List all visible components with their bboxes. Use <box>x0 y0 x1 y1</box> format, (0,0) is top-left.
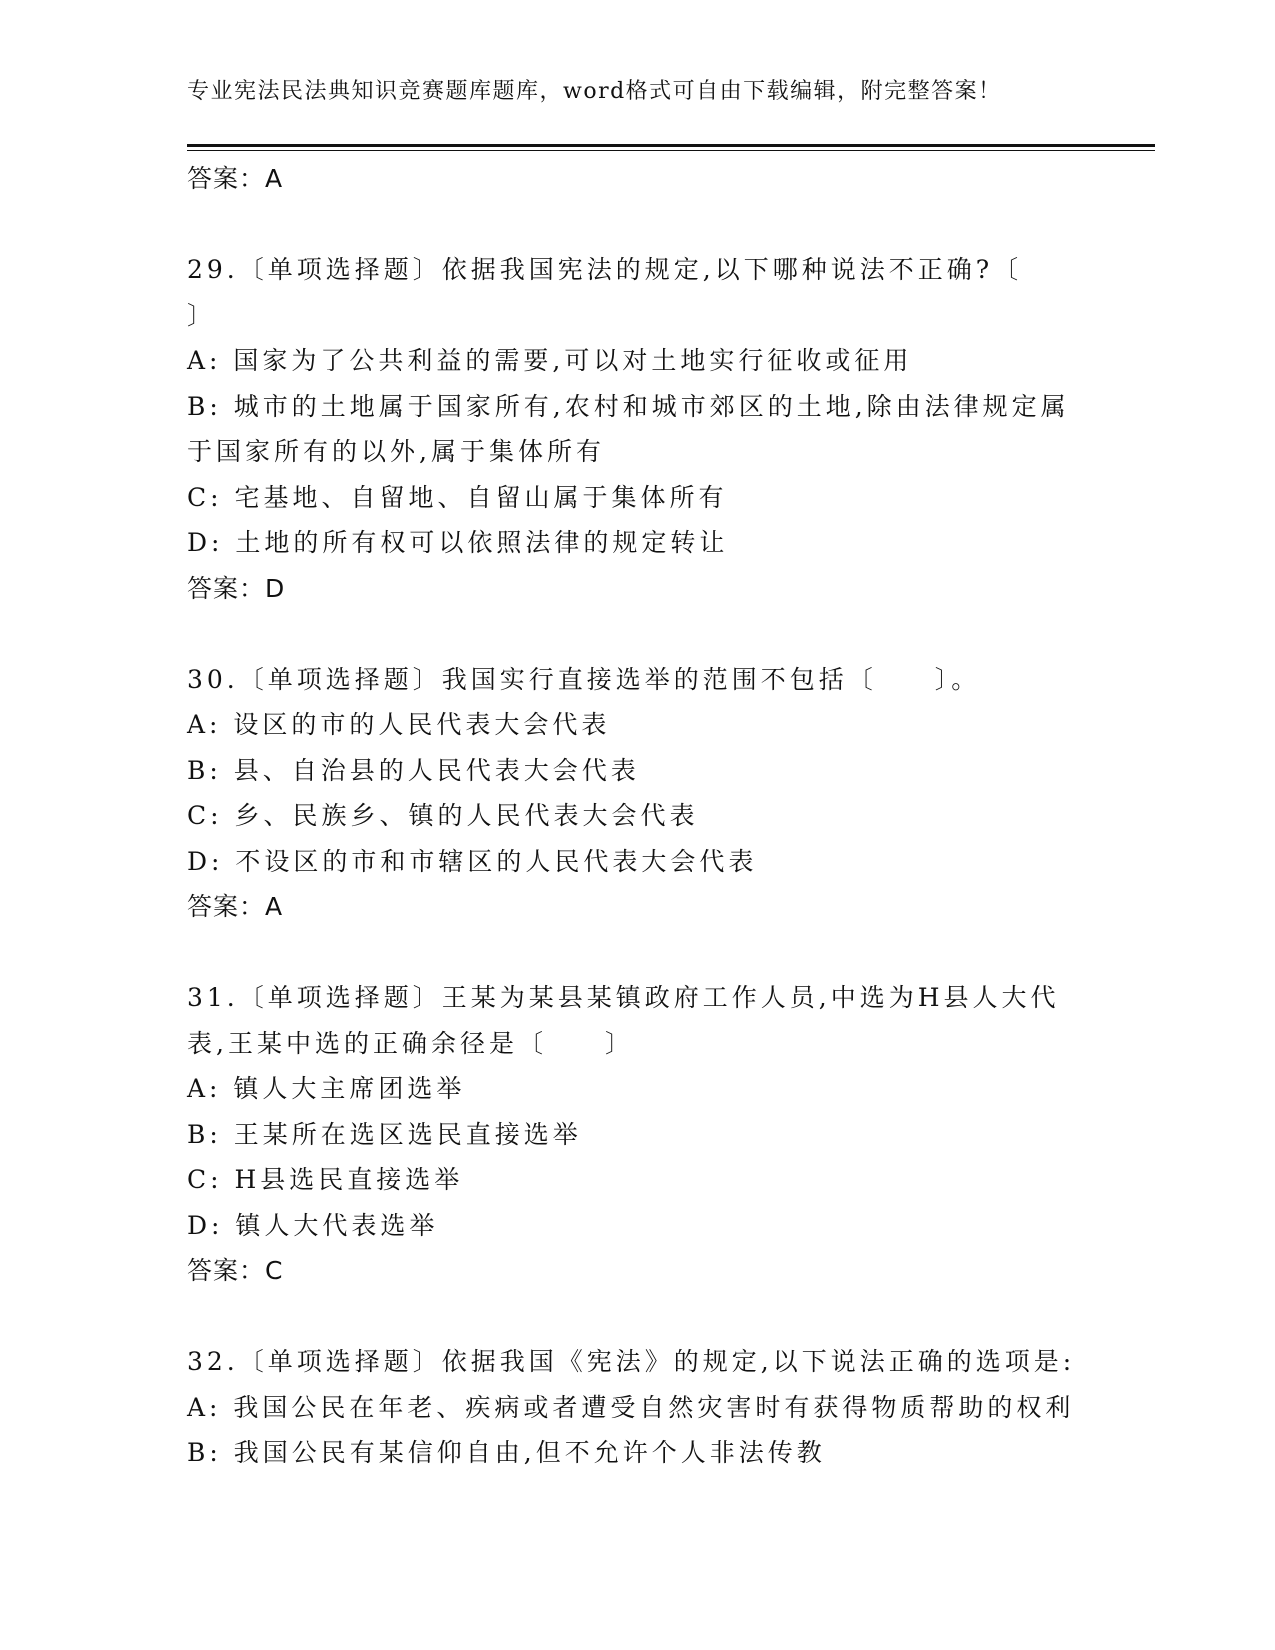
spacer <box>187 1294 1087 1340</box>
option-d: D: 土地的所有权可以依照法律的规定转让 <box>187 528 729 557</box>
option-c: C: 宅基地、自留地、自留山属于集体所有 <box>187 482 728 512</box>
option-b: B: 县、自治县的人民代表大会代表 <box>187 755 640 785</box>
option-b: B: 我国公民有某信仰自由,但不允许个人非法传教 <box>187 1438 826 1467</box>
question-block <box>187 975 1087 1294</box>
option-a: A: 国家为了公共利益的需要,可以对土地实行征收或征用 <box>187 346 913 375</box>
question-stem: 表,王某中选的正确余径是〔 〕 <box>187 1028 634 1058</box>
spacer <box>187 930 1087 976</box>
answer-line: 答案：C <box>187 1256 284 1285</box>
header-divider-thin <box>187 150 1155 151</box>
answer-line: 答案：A <box>187 892 284 921</box>
option-d: D: 镇人大代表选举 <box>187 1210 439 1240</box>
question-stem: 〕 <box>187 300 217 330</box>
question-block <box>187 657 1087 930</box>
option-c: C: H县选民直接选举 <box>187 1165 464 1194</box>
document-body <box>187 156 1087 1476</box>
option-a: A: 我国公民在年老、疾病或者遭受自然灾害时有获得物质帮助的权利 <box>187 1392 1075 1422</box>
spacer <box>187 611 1087 657</box>
option-a: A: 设区的市的人民代表大会代表 <box>187 710 611 739</box>
question-stem: 30.〔单项选择题〕我国实行直接选举的范围不包括〔 〕。 <box>187 664 981 694</box>
option-a: A: 镇人大主席团选举 <box>187 1074 466 1103</box>
page-header: 专业宪法民法典知识竞赛题库题库，word格式可自由下载编辑，附完整答案！ <box>187 79 1002 104</box>
question-stem: 29.〔单项选择题〕依据我国宪法的规定,以下哪种说法不正确?〔 <box>187 255 1023 284</box>
question-stem: 32.〔单项选择题〕依据我国《宪法》的规定,以下说法正确的选项是: <box>187 1347 1076 1376</box>
answer-line: 答案：A <box>187 164 284 193</box>
spacer <box>187 202 1087 248</box>
option-b-continued: 于国家所有的以外,属于集体所有 <box>187 437 605 466</box>
question-block <box>187 247 1087 611</box>
question-stem: 31.〔单项选择题〕王某为某县某镇政府工作人员,中选为H县人大代 <box>187 983 1060 1012</box>
option-c: C: 乡、民族乡、镇的人民代表大会代表 <box>187 801 699 830</box>
option-d: D: 不设区的市和市辖区的人民代表大会代表 <box>187 846 758 876</box>
option-b: B: 王某所在选区选民直接选举 <box>187 1119 582 1149</box>
question-block <box>187 1339 1087 1476</box>
option-b: B: 城市的土地属于国家所有,农村和城市郊区的土地,除由法律规定属 <box>187 391 1070 421</box>
header-divider-thick <box>187 144 1155 147</box>
answer-line: 答案：D <box>187 573 286 603</box>
